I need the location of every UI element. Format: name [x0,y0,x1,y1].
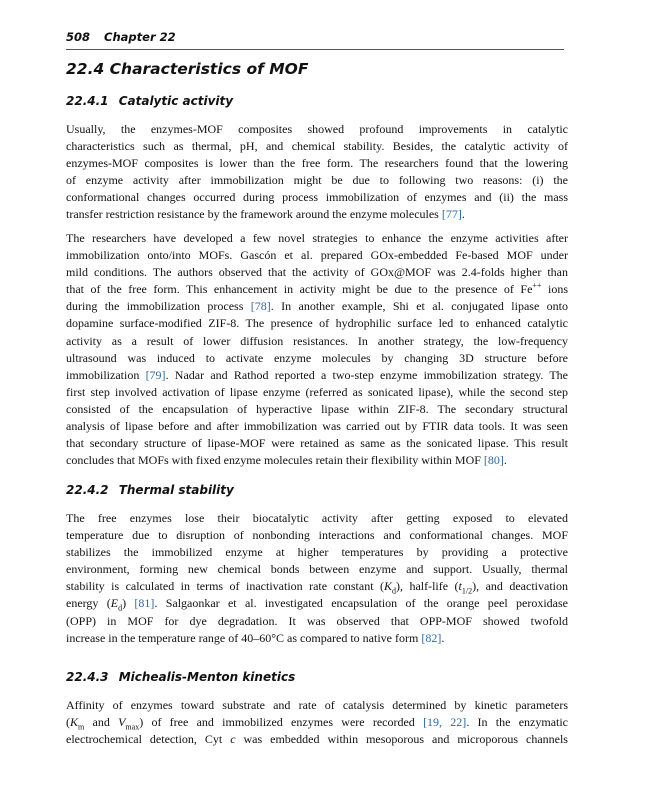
subsection-number: 22.4.2 [66,483,109,497]
text-line: enzymes-MOF composites is lower than the free form. The researchers found that the lowering [66,156,568,171]
text-line: stabilizes the immobilized enzyme at higher temperatures by providing a protective [66,545,568,560]
text-line: (OPP) in MOF for dye degradation. It was observed that OPP-MOF showed twofold [66,613,568,628]
text-line: during the immobilization process [78]. In another example, Shi et al. conjugated lipase onto [66,299,568,314]
text-line: immobilization [79]. Nadar and Rathod reported a two-step enzyme immobilization strategy. The [66,367,569,382]
text-line: analysis of lipase before and after immobilization was carried out by FTIR data tools. It was seen [66,419,568,434]
text-line: Usually, the enzymes-MOF composites showed profound improvements in catalytic [66,122,568,136]
subsection-heading-kinetics [66,670,295,684]
text-line: dopamine surface-modified ZIF-8. The presence of hydrophilic surface led to enhanced catalytic [66,316,568,331]
section-title: Characteristics of MOF [109,60,309,78]
citation-link[interactable]: [79] [145,367,166,382]
text-line: ($K_m$ and $V_{max}$) of free and immobilized enzymes were recorded [19, 22]. In the enzymatic [66,715,569,732]
citation-link[interactable]: [78] [250,299,271,314]
section-number: 22.4 [66,60,105,78]
text-line: temperature due to disruption of nonbonding interactions and conformational changes. MOF [66,528,568,543]
page-number: 508 [66,30,91,44]
section-heading [66,60,308,78]
subsection-number: 22.4.1 [66,94,109,108]
text-line: transfer restriction resistance by the framework around the enzyme molecules [77]. [66,207,465,222]
subsection-heading-thermal [66,483,234,497]
citation-link[interactable]: [19, 22] [423,715,467,730]
text-line: consisted of the encapsulation of hyperactive lipase within ZIF-8. The secondary structural [66,401,568,416]
text-line: that of the free form. This enhancement in activity might be due to the presence of Fe++ ions [66,281,568,297]
text-line: increase in the temperature range of 40–60°C as compared to native form [82]. [66,630,445,645]
chapter-label: Chapter 22 [104,30,176,44]
citation-link[interactable]: [81] [134,596,155,611]
text-line: conformational changes occurred during process immobilization of enzymes and (ii) the mass [66,190,568,205]
text-line: ultrasound was induced to activate enzyme molecules by changing 3D structure before [66,350,568,365]
paragraph-4 [66,697,568,748]
text-line: immobilization onto/into MOFs. Gascón et al. prepared GOx-embedded Fe-based MOF under [66,248,568,263]
citation-link[interactable]: [77] [441,207,462,222]
text-line: environment, forming new chemical bonds between enzyme and support. Usually, thermal [66,562,568,577]
text-line: The researchers have developed a few novel strategies to enhance the enzyme activities after [66,231,568,245]
subsection-title: Michealis-Menton kinetics [118,670,296,684]
text-line: electrochemical detection, Cyt c was embedded within mesoporous and microporous channels [66,732,568,747]
text-line: mild conditions. The authors observed that the activity of GOx@MOF was 2.4-folds higher than [66,265,568,280]
subsection-heading-catalytic [66,94,233,108]
paragraph-3 [66,510,568,647]
text-line: characteristics such as thermal, pH, and chemical stability. Besides, the catalytic activity of [66,139,568,154]
text-line: of enzyme activity after immobilization might be due to following two reasons: (i) the [66,173,568,188]
text-line: energy $(E_d)$ [81]. Salgaonkar et al. investigated encapsulation of the orange peel peroxidase [66,596,568,613]
subsection-title: Catalytic activity [118,94,234,108]
paragraph-1 [66,121,568,224]
citation-link[interactable]: [82] [421,630,442,645]
text-line: that secondary structure of lipase-MOF were retained as same as the sonicated lipase. This result [66,436,568,451]
text-line: Affinity of enzymes toward substrate and rate of catalysis determined by kinetic parameters [66,698,568,712]
citation-link[interactable]: [80] [483,453,504,468]
subsection-title: Thermal stability [118,483,234,497]
paragraph-2 [66,230,568,469]
text-line: first step involved activation of lipase enzyme (referred as sonicated lipase), while the second step [66,384,568,399]
text-line: The free enzymes lose their biocatalytic activity after getting exposed to elevated [66,511,568,525]
text-line: activity as a result of lower diffusion resistances. In another strategy, the low-frequency [66,333,568,348]
subsection-number: 22.4.3 [66,670,109,684]
text-line: concludes that MOFs with fixed enzyme molecules retain their flexibility within MOF [80]. [66,453,507,468]
text-line: stability is calculated in terms of inactivation rate constant $(K_d)$, half-life $(t_{1/2})$, and deactivation [66,579,568,596]
running-head [66,30,564,50]
